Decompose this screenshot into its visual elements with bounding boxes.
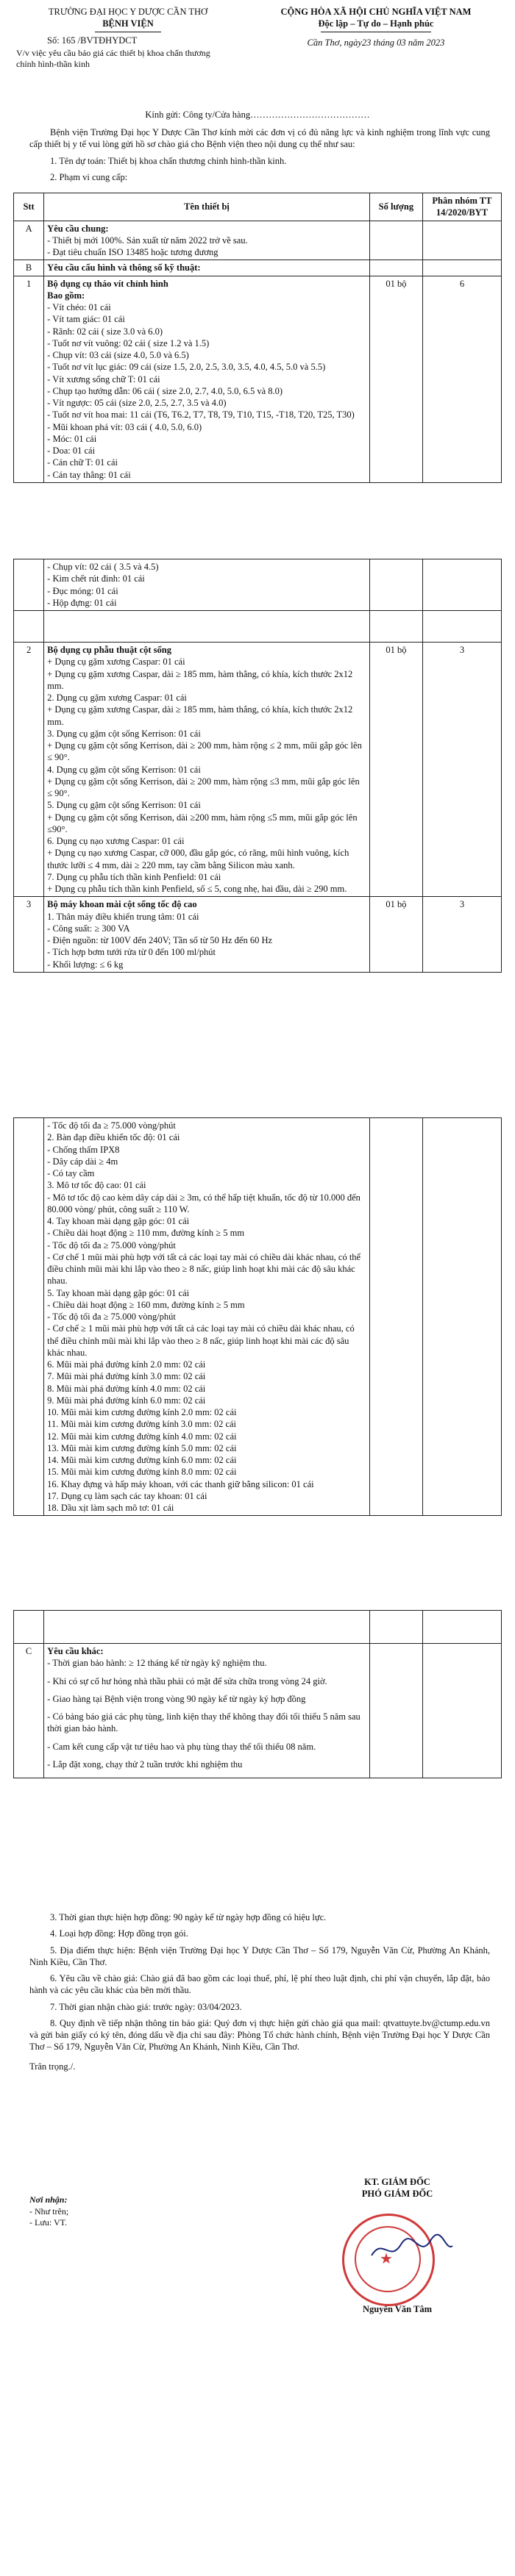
empty-cell [369,260,422,276]
row-1-content-continued [44,559,370,611]
list-item: - Chiều dài hoạt động ≥ 160 mm, đường kính ≥ 5 mm [47,1299,245,1310]
list-item: - Vít xương sống chữ T: 01 cái [47,373,160,384]
list-item: - Tuốt nơ vít vuông: 02 cái ( size 1.2 và 1.5) [47,337,210,348]
signature-block [316,2176,478,2315]
closing-section [29,1911,490,2077]
row-3-group: 3 [422,897,501,973]
list-item: - Tích hợp bơm tưới rửa từ 0 đến 100 ml/phút [47,947,216,958]
stamp-area [316,2200,478,2303]
row-3-stt: 3 [14,897,44,973]
list-item: - Vít chéo: 01 cái [47,302,111,312]
table-row [14,559,502,611]
list-item: 17. Dụng cụ làm sạch các tay khoan: 01 cái [47,1490,207,1501]
list-item: 2. Dụng cụ gặm xương Caspar: 01 cái [47,693,187,703]
list-item: 4. Dụng cụ gặm cột sống Kerrison: 01 cái [47,764,201,775]
issuer-name: BỆNH VIỆN [102,18,154,29]
section-a-row [14,221,502,260]
list-item: - Chụp tạo hướng dẫn: 06 cái ( size 2.0, 2.7, 4.0, 5.0, 6.5 và 8.0) [47,385,283,396]
section-b-row [14,260,502,276]
empty-cell [14,611,44,643]
list-item: - Có bảng báo giá các phụ tùng, linh kiện thay thế không thay đổi tối thiểu 5 năm sau thời gian bảo hành. [47,1711,360,1734]
row-1-title: Bộ dụng cụ tháo vít chỉnh hình [47,278,168,289]
section-c-row [14,1644,502,1778]
empty-cell [422,1611,501,1644]
signer-title-1: KT. GIÁM ĐỐC [364,2177,430,2187]
list-item: - Móc: 01 cái [47,433,97,444]
list-item: - Cam kết cung cấp vật tư tiêu hao và phụ tùng thay thế tối thiểu 08 năm. [47,1741,316,1752]
row-1-stt: 1 [14,276,44,482]
row-2-content [44,643,370,897]
section-b-stt: B [14,260,44,276]
list-item: - Tuốt nơ vít lục giác: 09 cái (size 1.5, 2.0, 2.5, 3.0, 3.5, 4.0, 4.5, 5.0 và 5.5) [47,362,326,373]
closing-item: 4. Loại hợp đồng: Hợp đồng trọn gói. [50,1928,188,1939]
list-item: + Dụng cụ gặm xương Caspar: 01 cái [47,656,185,668]
item-1: 1. Tên dự toán: Thiết bị khoa chấn thương chỉnh hình-thần kinh. [50,155,287,166]
row-2-group: 3 [422,643,501,897]
table-row [14,276,502,482]
list-item: - Chụp vít: 03 cái (size 4.0, 5.0 và 6.5) [47,350,189,360]
row-1-group: 6 [422,276,501,482]
list-item: - Thời gian bảo hành: ≥ 12 tháng kể từ ngày kỹ nghiệm thu. [47,1658,267,1669]
item-2: 2. Phạm vi cung cấp: [50,171,128,182]
list-item: 2. Bàn đạp điều khiển tốc độ: 01 cái [47,1132,180,1143]
empty-cell [422,611,501,643]
empty-cell [14,559,44,611]
section-b-title: Yêu cầu cấu hình và thông số kỹ thuật: [44,260,370,276]
row-1-qty: 01 bộ [369,276,422,482]
list-item: - Giao hàng tại Bệnh viện trong vòng 90 ngày kể từ ngày ký hợp đồng [47,1693,306,1704]
list-item: + Dụng cụ gặm xương Caspar, dài ≥ 185 mm, hàm thẳng, có khía, kích thước 2x12 mm. [47,668,353,691]
list-item: - Cán chữ T: 01 cái [47,457,118,468]
recipients-block [29,2194,68,2229]
empty-cell [369,611,422,643]
closing-item: 8. Quy định về tiếp nhận thông tin báo giá: Quý đơn vị thực hiện gửi chào giá qua mail: qtvattuyte.bv@ctump.edu.vn và gửi bản giấy có ký tên, đóng dấu về địa chỉ sau đây: Phòng Tổ chức hành chính, Bệnh viện Trường Đại học Y Dược Cần Thơ – Số 179, Nguyễn Văn Cừ, Phường An Khánh, Ninh Kiều, Cần Thơ. [29,2017,490,2053]
list-item: - Mũi khoan phá vít: 03 cái ( 4.0, 5.0, 6.0) [47,421,202,432]
empty-cell [422,1118,501,1516]
document-header [10,6,505,94]
row-3-content-continued [44,1118,370,1516]
list-item: + Dụng cụ gặm cột sống Kerrison, dài ≥200 mm, hàm rộng ≤5 mm, mũi gắp góc lên ≤90°. [47,812,358,834]
row-1-list [47,301,366,481]
closing-items [29,1911,490,2053]
issuer-block [10,6,246,71]
section-c-title: Yêu cầu khác: [47,1646,104,1656]
recipient-item: - Như trên; [29,2205,69,2217]
list-item: - Cán tay thẳng: 01 cái [47,469,131,480]
list-item: - Có tay cầm [47,1168,95,1178]
table-row [14,611,502,643]
greeting: Kính gửi: Công ty/Cửa hàng………………………………… [145,110,370,120]
equipment-table-part-2 [13,559,502,973]
row-3-list [47,911,366,970]
header-name: Tên thiết bị [44,193,370,221]
list-item: 9. Mũi mài phá đường kính 6.0 mm: 02 cái [47,1395,206,1406]
empty-cell [369,1118,422,1516]
empty-cell [14,1118,44,1516]
empty-cell [422,260,501,276]
list-item: - Cơ chế 1 mũi mài phù hợp với tất cả các loại tay mài có chiều dài khác nhau, có thể điều chỉnh mũi mài khi lắp vào theo ≥ 8 nấc, giúp linh hoạt khi mài các độ sâu khác nhau. [47,1251,361,1287]
list-item: - Vít tam giác: 01 cái [47,314,125,325]
list-item: - Cơ chế ≥ 1 mũi mài phù hợp với tất cả các loại tay mài có chiều dài khác nhau, có thể điều chỉnh mũi mài khi lắp vào theo ≥ 8 nấc, giúp linh hoạt khi mài các độ sâu khác nhau. [47,1323,355,1358]
list-item: - Điện nguồn: từ 100V đến 240V; Tần số từ 50 Hz đến 60 Hz [47,935,273,945]
list-item: - Doa: 01 cái [47,446,96,456]
section-a-content [44,221,370,260]
header-group: Phân nhóm TT 14/2020/BYT [422,193,501,221]
section-c-list [47,1657,366,1770]
list-item: 6. Mũi mài phá đường kính 2.0 mm: 02 cái [47,1359,206,1370]
table-row [14,1118,502,1516]
equipment-table-part-3 [13,1117,502,1516]
national-motto: Độc lập – Tự do – Hạnh phúc [318,18,434,29]
star-icon: ★ [380,2250,393,2267]
row-2-qty: 01 bộ [369,643,422,897]
equipment-table-part-1 [13,193,502,483]
closing-item: 3. Thời gian thực hiện hợp đồng: 90 ngày kể từ ngày hợp đồng có hiệu lực. [50,1912,327,1922]
closing-item: 7. Thời gian nhận chào giá: trước ngày: 03/04/2023. [50,2001,242,2012]
empty-cell [369,1644,422,1778]
equipment-table-part-4 [13,1610,502,1778]
empty-cell [44,1611,370,1644]
signer-title-2: PHÓ GIÁM ĐỐC [361,2189,433,2200]
list-item: - Mô tơ tốc độ cao kèm dây cáp dài ≥ 3m, có thể hấp tiệt khuẩn, tốc độ từ 10.000 đến 80.000 vòng/ phút, công suất ≥ 110 W. [47,1192,360,1214]
list-item: + Dụng cụ nạo xương Caspar, cỡ 000, đầu gắp góc, có rãng, mũi hình vuông, kích thước lưỡi ≤ 4 mm, dài ≥ 220 mm, tay cầm bằng Silicon màu xanh. [47,848,349,870]
empty-cell [422,1644,501,1778]
recipient-item: - Lưu: VT. [29,2217,68,2228]
table-row [14,643,502,897]
list-item: 11. Mũi mài kim cương đường kính 3.0 mm: 02 cái [47,1419,237,1430]
list-item: + Dụng cụ phẫu tích thần kinh Penfield, số ≤ 5, cong nhẹ, hai đầu, dài ≥ 290 mm. [47,884,347,894]
list-item: 5. Tay khoan mài dạng gập góc: 01 cái [47,1287,190,1298]
row-1-list-continued [47,561,366,609]
list-item: 3. Mô tơ tốc độ cao: 01 cái [47,1180,146,1191]
place-date: Cần Thơ, ngày23 tháng 03 năm 2023 [307,37,445,48]
table-row [14,897,502,973]
national-title: CỘNG HÒA XÃ HỘI CHỦ NGHĨA VIỆT NAM [280,7,472,17]
list-item: - Chống thấm IPX8 [47,1144,120,1155]
empty-cell [369,1611,422,1644]
row-3-title: Bộ máy khoan mài cột sống tốc độ cao [47,899,197,910]
list-item: 14. Mũi mài kim cương đường kính 6.0 mm: 02 cái [47,1455,237,1465]
row-3-list-continued [47,1120,366,1514]
list-item: - Hộp đựng: 01 cái [47,597,117,608]
list-item: - Công suất: ≥ 300 VA [47,923,130,934]
document-number: Số: 165 /BVTĐHYDCT [47,35,138,46]
list-item: - Khối lượng: ≤ 6 kg [47,959,124,970]
intro-paragraph: Bệnh viện Trường Đại học Y Dược Cần Thơ kính mời các đơn vị có đủ năng lực và kinh nghiệm trong lĩnh vực cung cấp thiết bị y tế vui lòng gửi hồ sơ chào giá cho Bệnh viện theo nội dung cụ thể như sau: [29,127,490,150]
row-3-qty: 01 bộ [369,897,422,973]
issuer-parent: TRƯỜNG ĐẠI HỌC Y DƯỢC CẦN THƠ [48,7,208,17]
list-item: - Tuốt nơ vít hoa mai: 11 cái (T6, T6.2, T7, T8, T9, T10, T15, -T18, T20, T25, T30) [47,409,355,421]
table-row [14,1611,502,1644]
empty-cell [422,221,501,260]
row-1-content [44,276,370,482]
empty-cell [369,559,422,611]
list-item: 7. Mũi mài phá đường kính 3.0 mm: 02 cái [47,1371,206,1382]
section-c-stt: C [14,1644,44,1778]
section-a-line: - Thiết bị mới 100%. Sản xuất từ năm 2022 trở về sau. [47,235,248,246]
row-2-list [47,656,366,895]
handwritten-signature [368,2230,456,2266]
list-item: - Tốc độ tối đa ≥ 75.000 vòng/phút [47,1120,176,1131]
closing-item: 6. Yêu cầu về chào giá: Chào giá đã bao gồm các loại thuế, phí, lệ phí theo luật định, chi phí vận chuyển, lắp đặt, bảo hành và các yêu cầu khác của bên mời thầu. [29,1973,490,1996]
list-item: - Tốc độ tối đa ≥ 75.000 vòng/phút [47,1312,176,1322]
section-a-line: - Đạt tiêu chuẩn ISO 13485 hoặc tương đương [47,247,219,257]
list-item: 8. Mũi mài phá đường kính 4.0 mm: 02 cái [47,1383,206,1394]
closing-greeting: Trân trọng./. [29,2061,76,2072]
list-item: - Tốc độ tối đa ≥ 75.000 vòng/phút [47,1239,176,1251]
section-c-content [44,1644,370,1778]
list-item: - Kìm chết rút đinh: 01 cái [47,573,145,584]
row-2-title: Bộ dụng cụ phẫu thuật cột sống [47,645,171,655]
list-item: 13. Mũi mài kim cương đường kính 5.0 mm: 02 cái [47,1442,237,1453]
list-item: 1. Thân máy điều khiển trung tâm: 01 cái [47,911,199,922]
empty-cell [422,559,501,611]
list-item: - Dây cáp dài ≥ 4m [47,1156,118,1167]
header-stt: Stt [14,193,44,221]
empty-cell [369,221,422,260]
closing-item: 5. Địa điểm thực hiện: Bệnh viện Trường Đại học Y Dược Cần Thơ – Số 179, Nguyễn Văn Cừ, Phường An Khánh, Ninh Kiều, Cần Thơ. [29,1944,490,1967]
list-item: 5. Dụng cụ gặm cột sống Kerrison: 01 cái [47,800,201,811]
list-item: + Dụng cụ gặm cột sống Kerrison, dài ≥ 200 mm, hàm rộng ≤ 2 mm, mũi gắp góc lên ≤ 90°. [47,740,362,763]
header-qty: Số lượng [369,193,422,221]
list-item: - Khi có sự cố hư hỏng nhà thầu phải có mặt để sửa chữa trong vòng 24 giờ. [47,1675,327,1686]
list-item: - Lắp đặt xong, chạy thử 2 tuần trước khi nghiệm thu [47,1759,243,1770]
list-item: 12. Mũi mài kim cương đường kính 4.0 mm: 02 cái [47,1431,237,1442]
document-subject: V/v việc yêu cầu báo giá các thiết bị khoa chấn thương chỉnh hình-thần kinh [16,47,210,70]
list-item: - Rãnh: 02 cái ( size 3.0 và 6.0) [47,326,163,337]
list-item: 3. Dụng cụ gặm cột sống Kerrison: 01 cái [47,728,201,739]
intro-section [29,126,490,187]
list-item: - Chụp vít: 02 cái ( 3.5 và 4.5) [47,562,159,572]
list-item: 16. Khay đựng và hấp máy khoan, với các thanh giữ bằng silicon: 01 cái [47,1478,314,1489]
signer-name: Nguyễn Văn Tâm [362,2303,432,2314]
section-a-title: Yêu cầu chung: [47,223,109,234]
list-item: 18. Dầu xịt làm sạch mô tơ: 01 cái [47,1503,174,1513]
list-item: 7. Dụng cụ phẫu tích thần kinh Penfield: 01 cái [47,871,221,882]
list-item: 10. Mũi mài kim cương đường kính 2.0 mm: 02 cái [47,1407,237,1417]
list-item: - Vít ngược: 05 cái (size 2.0, 2.5, 2.7, 3.5 và 4.0) [47,398,227,408]
list-item: + Dụng cụ gặm cột sống Kerrison, dài ≥ 200 mm, hàm rộng ≤3 mm, mũi gắp góc lên ≤ 90°. [47,776,360,798]
list-item: - Chiều dài hoạt động ≥ 110 mm, đường kính ≥ 5 mm [47,1228,245,1239]
recipients-title: Nơi nhận: [29,2194,68,2205]
list-item: 15. Mũi mài kim cương đường kính 8.0 mm: 02 cái [47,1467,237,1478]
list-item: 4. Tay khoan mài dạng gập góc: 01 cái [47,1216,190,1226]
national-motto-block [247,6,505,49]
list-item: + Dụng cụ gặm xương Caspar, dài ≥ 185 mm, hàm thẳng, có khía, kích thước 2x12 mm. [47,704,353,727]
empty-cell [14,1611,44,1644]
section-a-stt: A [14,221,44,260]
empty-cell [44,611,370,643]
list-item: 6. Dụng cụ nạo xương Caspar: 01 cái [47,836,185,846]
row-3-content [44,897,370,973]
list-item: - Đục móng: 01 cái [47,585,118,596]
row-2-stt: 2 [14,643,44,897]
row-1-subtitle: Bao gồm: [47,290,85,301]
table-header-row [14,193,502,221]
